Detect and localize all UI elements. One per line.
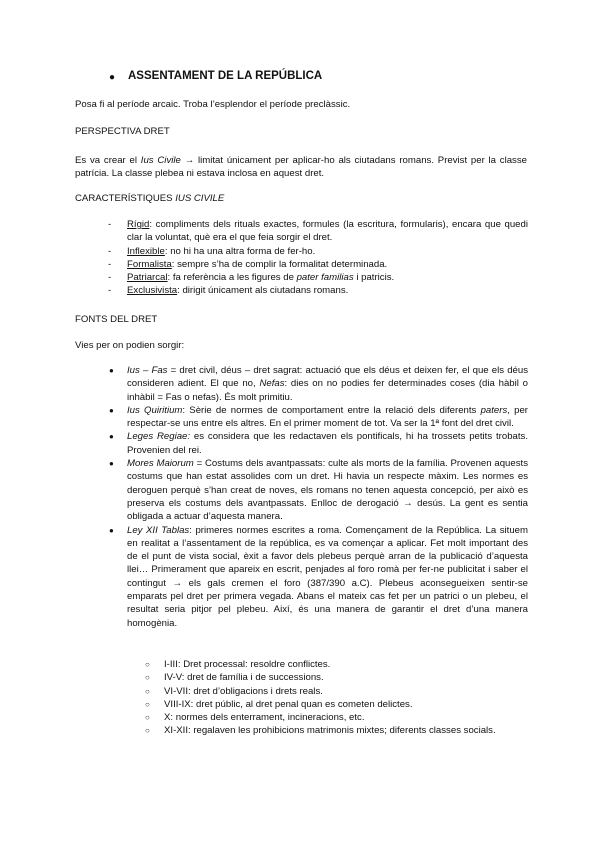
list-item [108, 524, 528, 630]
item-text: VIII-IX: dret públic, al dret penal quan es cometen delictes. [164, 698, 413, 710]
item-text: XI-XII: regalaven les prohibicions matrimonis mixtes; diferents classes socials. [164, 725, 496, 737]
list-item [145, 698, 525, 711]
list-item [108, 430, 528, 457]
circle-marker: ○ [145, 686, 150, 696]
list-item [108, 218, 528, 245]
item-text: IV-V: dret de família i de successions. [164, 672, 324, 684]
italic-term: Leges Regiae: [127, 431, 191, 443]
item-text: i patricis. [353, 272, 395, 284]
item-text: VI-VII: dret d’obligacions i drets reals. [164, 685, 323, 697]
item-text: : dirigit únicament als ciutadans romans. [177, 285, 349, 297]
bullet-marker: ● [109, 366, 114, 375]
page-title: ASSENTAMENT DE LA REPÚBLICA [128, 70, 323, 82]
taules-list [145, 658, 525, 738]
italic-term: Mores Maiorum [127, 458, 194, 470]
item-text: : Sèrie de normes de comportament entre la relació dels diferents [182, 404, 481, 416]
item-term: Patriarcal [127, 272, 168, 284]
italic-term: Fas [151, 365, 168, 376]
caracteristiques-list [108, 218, 528, 298]
dash-marker: - [108, 245, 112, 257]
intro-paragraph: Posa fi al període arcaic. Troba l’esplendor el període preclàssic. [75, 99, 351, 110]
list-item [145, 658, 525, 671]
caracteristiques-heading-b: IUS CIVILE [175, 193, 225, 204]
fonts-list [108, 364, 528, 630]
list-item [108, 404, 528, 431]
italic-term: Ley XII Tablas [127, 524, 190, 536]
perspectiva-text-a: Es va crear el [75, 155, 141, 166]
italic-term: Nefas [259, 378, 285, 390]
item-text: : dies on no podies fer determinades coses (dia hàbil o inhàbil = Fas o nefas). És molt primitiu. [127, 378, 528, 403]
item-text: : sempre s’ha de complir la formalitat determinada. [171, 258, 388, 270]
list-item [108, 245, 528, 258]
caracteristiques-heading-a: CARACTERÍSTIQUES [75, 193, 176, 204]
italic-term: paters [480, 404, 508, 416]
list-item [145, 671, 525, 684]
item-text-pre: : fa referència a les figures de [167, 272, 297, 284]
bullet-marker: ● [109, 525, 114, 535]
italic-term: Ius Quiritium [127, 404, 183, 416]
perspectiva-paragraph [75, 154, 527, 181]
item-text: X: normes dels enterrament, incineracions, etc. [164, 712, 365, 724]
item-text: : primeres normes escrites a roma. Començament de la República. La situem en realitat a l’assentament de la república, es va començar a aplicar. Fet molt important des de el punt de vista social, èxit a favor dels plebeus perquè arran de la publicació d’aquesta llei… Primerament que apareix en escrit, penjades al foro romà per fer-ne publicitat i saber el contingut → els gals cremen el foro (387/390 a.C). Plebeus aconsegueixen sentir-se emparats pel dret per primera vegada. Abans el mateix cas fet per un patrici o un plebeu, el resultat seria pitjor pel plebeu. Així, és una manera de garantir el dret d’una manera homogènia. [127, 524, 528, 629]
dash-marker: - [108, 272, 112, 284]
item-term: Exclusivista [127, 285, 178, 297]
item-term: Formalista [127, 258, 172, 270]
item-text: I-III: Dret processal: resoldre conflictes. [164, 659, 331, 670]
dash-marker: - [108, 285, 112, 297]
circle-marker: ○ [145, 673, 150, 683]
dash-marker: - [108, 258, 112, 270]
item-text: – [139, 365, 152, 376]
list-item [108, 457, 528, 523]
bullet-marker: ● [109, 432, 114, 442]
item-term: Rígid [127, 219, 150, 230]
caracteristiques-heading [75, 193, 224, 204]
dash-marker: - [108, 219, 112, 230]
list-item [108, 271, 528, 284]
item-text: = dret civil, déus – dret sagrat: actuació que els déus et deixen fer, el que els déus consideren adient. El que no, [127, 365, 529, 390]
list-item [108, 364, 528, 404]
title-bullet: ● [109, 72, 116, 83]
item-text: : compliments dels rituals exactes, formules (la escritura, formularis), encara que quedi clar la voluntat, què era el que feia sorgir el dret. [127, 219, 528, 244]
ius-civile-term: Ius Civile [140, 155, 181, 166]
item-text: es considera que les redactaven els pontificals, hi ha trossets petits trobats. Provenien del rei. [127, 431, 528, 456]
bullet-marker: ● [109, 459, 114, 469]
list-item [145, 711, 525, 724]
circle-marker: ○ [145, 699, 150, 709]
circle-marker: ○ [145, 660, 150, 669]
italic-term: Ius [127, 365, 140, 376]
circle-marker: ○ [145, 713, 150, 723]
item-term: Inflexible [127, 245, 165, 257]
list-item [108, 284, 528, 297]
item-text: , per respectar-se uns entre els altres. En el primer moment de tot. Va ser la 1ª font del dret civil. [127, 404, 529, 430]
item-text: : no hi ha una altra forma de fer-ho. [164, 245, 316, 257]
perspectiva-heading: PERSPECTIVA DRET [75, 126, 170, 137]
list-item [145, 724, 525, 737]
list-item [145, 685, 525, 698]
item-text-italic: pater familias [296, 272, 354, 284]
circle-marker: ○ [145, 726, 150, 736]
list-item [108, 258, 528, 271]
item-text: = Costums dels avantpassats: culte als morts de la família. Provenen aquests costums que han estat assolides com un dret. Hi havia un respecte màxim. Les normes es deroguen perquè s’han creat de noves, els romans no tenen aquesta concepció, per això es preserva els costums dels avantpassats. Enlloc de derogació → desús. La gent es sentia obligada a actuar d’aquesta manera. [127, 458, 528, 523]
bullet-marker: ● [109, 405, 114, 415]
fonts-heading: FONTS DEL DRET [75, 314, 158, 325]
vies-paragraph: Vies per on podien sorgir: [75, 340, 185, 351]
perspectiva-text-b: → limitat únicament per aplicar-ho als ciutadans romans. Previst per la classe patrícia. La classe plebea ni estava inclosa en aquest dret. [75, 155, 527, 180]
